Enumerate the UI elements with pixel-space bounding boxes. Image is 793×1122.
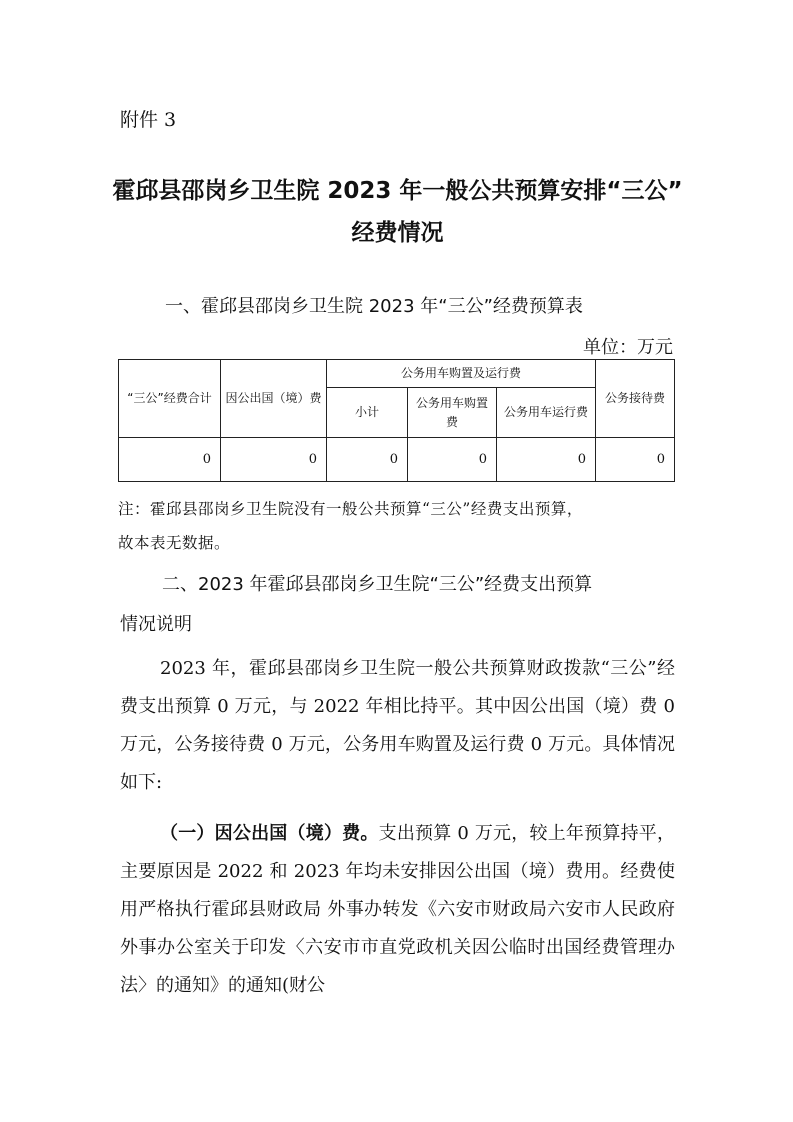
cell-vehicle-purchase: 0 [408,438,497,482]
header-subtotal: 小计 [327,388,408,438]
table-note-line1: 注：霍邱县邵岗乡卫生院没有一般公共预算“三公”经费支出预算， [118,500,583,518]
header-vehicle-purchase: 公务用车购置费 [408,388,497,438]
header-reception: 公务接待费 [596,360,675,438]
paragraph-abroad-body: 支出预算 0 万元，较上年预算持平，主要原因是 2022 和 2023 年均未安排因公出国（境）费用。经费使用严格执行霍邱县财政局 外事办转发《六安市财政局六安市人民政府外事办公室关于印发〈六安市市直党政机关因公临时出国经费管理办法〉的通知》的通知(财公 [120,823,676,996]
section2-heading-line2: 情况说明 [120,614,192,635]
cell-abroad: 0 [221,438,327,482]
header-abroad: 因公出国（境）费 [221,360,327,438]
budget-table [118,359,675,482]
paragraph-summary: 2023 年，霍邱县邵岗乡卫生院一般公共预算财政拨款“三公”经费支出预算 0 万元，与 2022 年相比持平。其中因公出国（境）费 0 万元，公务接待费 0 万元，公务用车购置及运行费 0 万元。具体情况如下: [120,658,675,793]
header-vehicle: 公务用车购置及运行费 [327,360,596,388]
attachment-label: 附件 3 [120,109,177,131]
unit-label: 单位：万元 [583,337,673,358]
header-total: “三公”经费合计 [119,360,221,438]
cell-subtotal: 0 [327,438,408,482]
header-vehicle-operation: 公务用车运行费 [497,388,596,438]
cell-vehicle-operation: 0 [497,438,596,482]
section2-heading-line1: 二、2023 年霍邱县邵岗乡卫生院“三公”经费支出预算 [162,574,593,595]
section1-heading: 一、霍邱县邵岗乡卫生院 2023 年“三公”经费预算表 [165,296,583,317]
cell-total: 0 [119,438,221,482]
document-title-line2: 经费情况 [351,220,444,246]
cell-reception: 0 [596,438,675,482]
document-title-line1: 霍邱县邵岗乡卫生院 2023 年一般公共预算安排“三公” [112,178,683,204]
paragraph-abroad-lead: （一）因公出国（境）费。 [160,823,379,844]
table-note-line2: 故本表无数据。 [118,534,231,552]
paragraph-abroad [120,815,675,1005]
